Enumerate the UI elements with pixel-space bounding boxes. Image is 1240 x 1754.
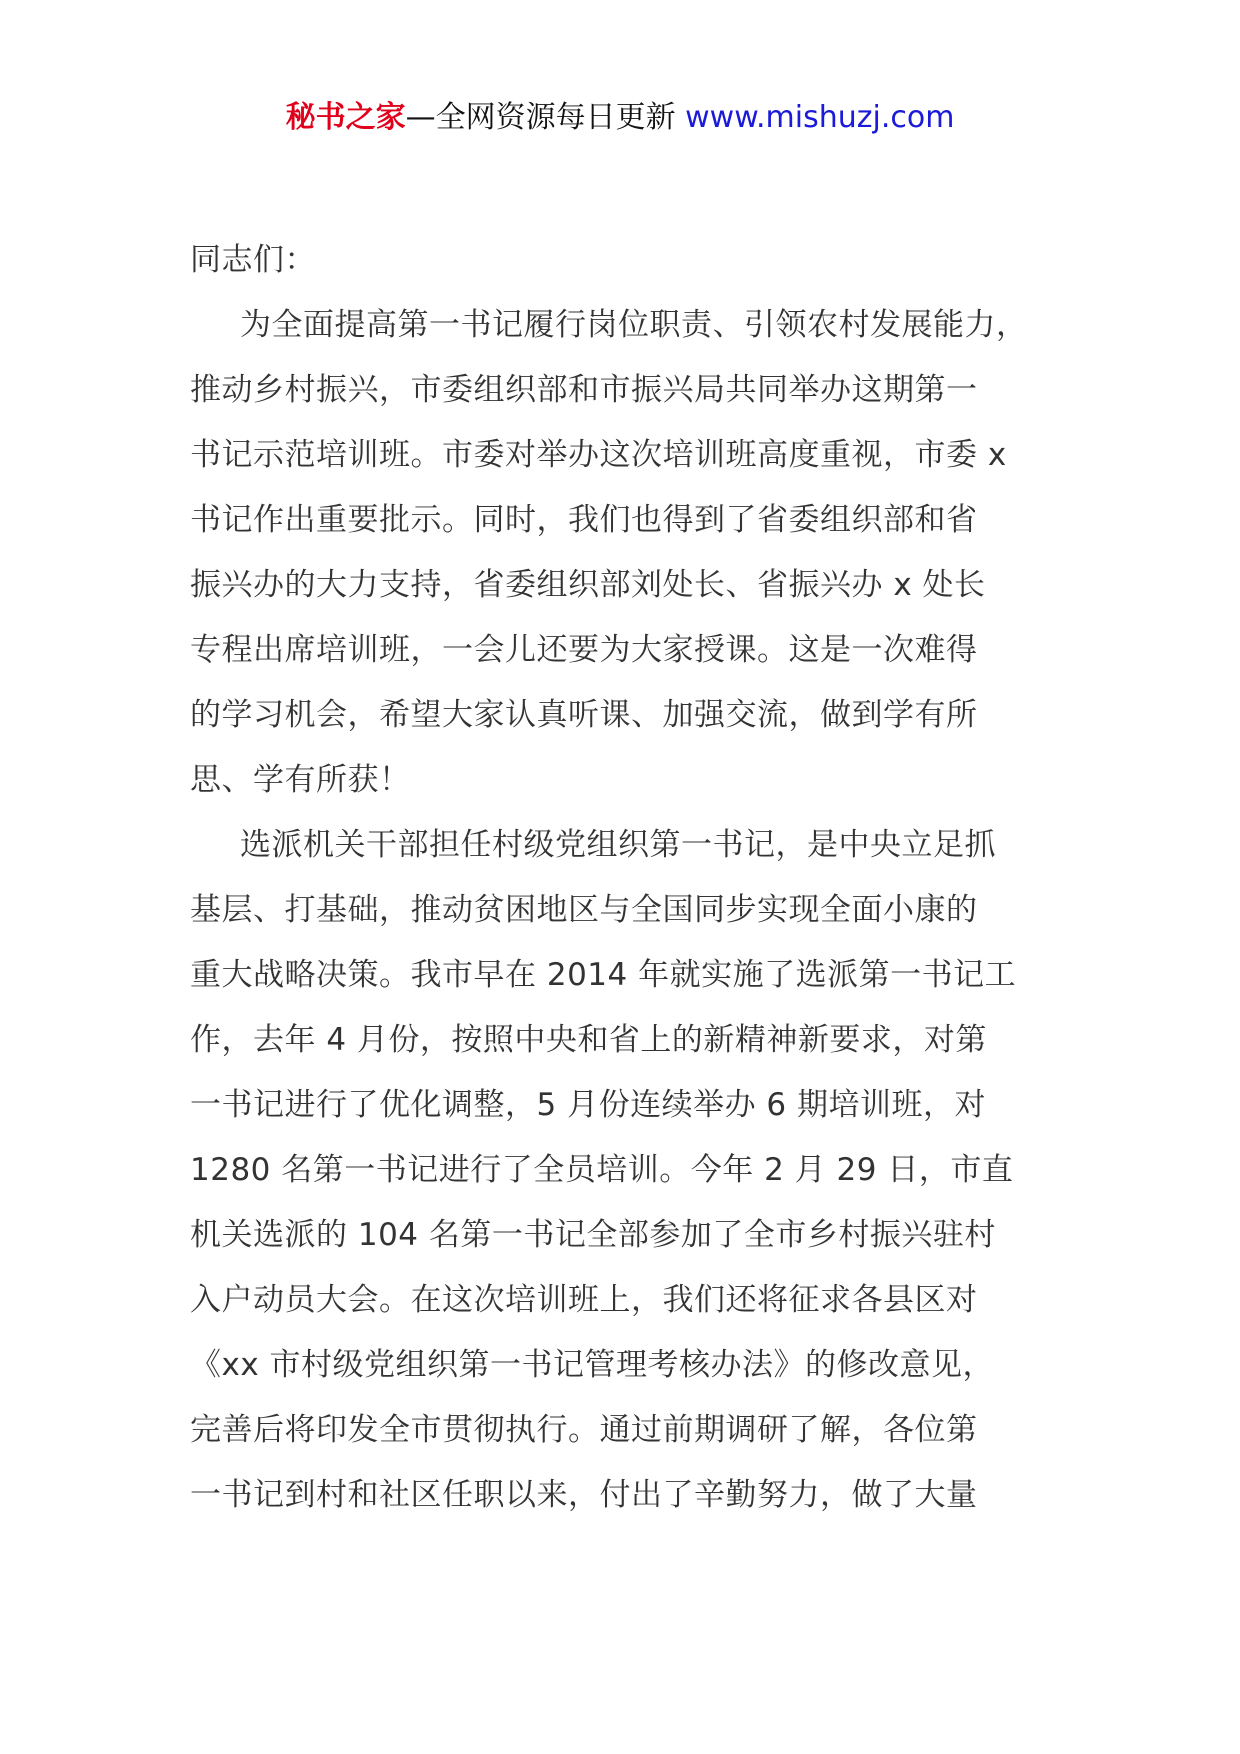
document-body [190,228,1070,1528]
paragraph-line: 基层、打基础，推动贫困地区与全国同步实现全面小康的 [190,892,978,928]
header-tagline: —全网资源每日更新 [405,100,676,135]
paragraph-line: 专程出席培训班，一会儿还要为大家授课。这是一次难得 [190,632,978,668]
paragraph-line: 推动乡村振兴，市委组织部和市振兴局共同举办这期第一 [190,372,978,408]
brand-name: 秘书之家 [285,100,406,135]
page-header [0,98,1240,138]
paragraph-2 [190,813,1070,1528]
paragraph-line: 书记示范培训班。市委对举办这次培训班高度重视，市委 x [190,437,1007,473]
paragraph-line: 作，去年 4 月份，按照中央和省上的新精神新要求，对第 [190,1022,987,1058]
paragraph-line: 完善后将印发全市贯彻执行。通过前期调研了解，各位第 [190,1412,978,1448]
greeting: 同志们： [190,242,316,278]
paragraph-line: 的学习机会，希望大家认真听课、加强交流，做到学有所 [190,697,978,733]
paragraph-line: 思、学有所获！ [190,762,411,798]
paragraph-line: 入户动员大会。在这次培训班上，我们还将征求各县区对 [190,1282,978,1318]
paragraph-1 [190,293,1070,813]
paragraph-line: 为全面提高第一书记履行岗位职责、引领农村发展能力， [240,307,1028,343]
paragraph-line: 1280 名第一书记进行了全员培训。今年 2 月 29 日，市直 [190,1152,1014,1188]
paragraph-line: 书记作出重要批示。同时，我们也得到了省委组织部和省 [190,502,978,538]
paragraph-line: 一书记进行了优化调整，5 月份连续举办 6 期培训班，对 [190,1087,987,1123]
paragraph-line: 一书记到村和社区任职以来，付出了辛勤努力，做了大量 [190,1477,978,1513]
paragraph-line: 机关选派的 104 名第一书记全部参加了全市乡村振兴驻村 [190,1217,996,1253]
site-url-link[interactable]: www.mishuzj.com [685,100,955,135]
paragraph-line: 选派机关干部担任村级党组织第一书记，是中央立足抓 [240,827,996,863]
paragraph-line: 振兴办的大力支持，省委组织部刘处长、省振兴办 x 处长 [190,567,986,603]
paragraph-line: 重大战略决策。我市早在 2014 年就实施了选派第一书记工 [190,957,1017,993]
paragraph-line: 《xx 市村级党组织第一书记管理考核办法》的修改意见， [190,1347,995,1383]
